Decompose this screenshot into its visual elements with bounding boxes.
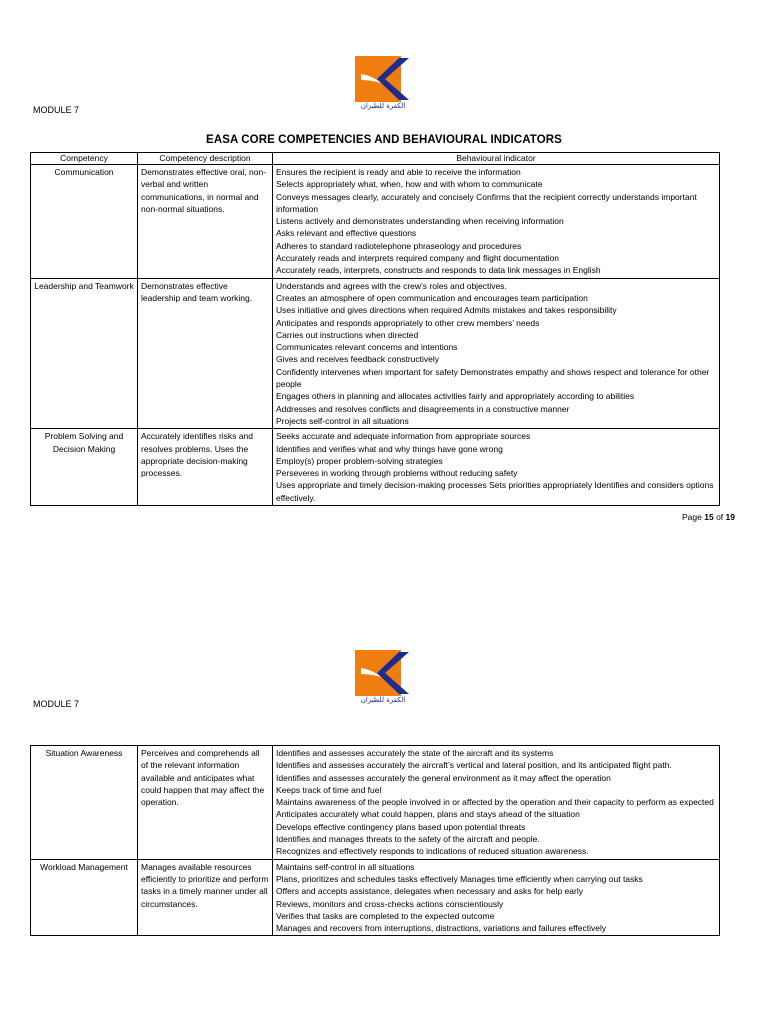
- indicator-line: Selects appropriately what, when, how and with whom to communicate: [276, 179, 543, 190]
- table-row: [31, 278, 720, 429]
- indicator-line: Keeps track of time and fuel: [276, 784, 382, 795]
- competency-name: Communication: [31, 165, 138, 279]
- page-total: 19: [725, 512, 735, 522]
- company-logo: [355, 56, 411, 118]
- indicator-line: Identifies and assesses accurately the state of the aircraft and its systems: [276, 748, 554, 758]
- header-indicator: Behavioural indicator: [273, 153, 720, 165]
- indicator-line: Projects self-control in all situations: [276, 415, 409, 426]
- indicator-line: Adheres to standard radiotelephone phraseology and procedures: [276, 240, 522, 251]
- indicator-line: Identifies and manages threats to the safety of the aircraft and people.: [276, 834, 540, 845]
- indicator-line: Offers and accepts assistance, delegates when necessary and asks for help early: [276, 886, 583, 897]
- indicator-line: Verifies that tasks are completed to the expected outcome: [276, 910, 495, 921]
- indicator-line: Asks relevant and effective questions: [276, 228, 417, 239]
- logo-mark-icon: [355, 650, 411, 696]
- indicator-line: Understands and agrees with the crew’s roles and objectives.: [276, 280, 507, 291]
- indicator-line: Manages and recovers from interruptions, distractions, variations and failures effectively: [276, 923, 607, 934]
- company-logo: [355, 650, 411, 712]
- table-row: [31, 746, 720, 860]
- competency-table: [30, 152, 720, 506]
- module-label: MODULE 7: [33, 105, 80, 115]
- header-description: Competency description: [138, 153, 273, 165]
- competency-description: Demonstrates effective oral, non-verbal and written communications, in normal and non-normal situations.: [138, 165, 273, 279]
- indicator-line: Maintains awareness of the people involved in or affected by the operation and their capacity to perform as expected: [276, 797, 714, 808]
- table-row: [31, 165, 720, 279]
- logo-mark-icon: [355, 56, 411, 102]
- competency-description: Accurately identifies risks and resolves problems. Uses the appropriate decision-making processes.: [138, 429, 273, 506]
- competency-name: Workload Management: [31, 859, 138, 936]
- competency-name: Problem Solving and Decision Making: [31, 429, 138, 506]
- indicator-line: Plans, prioritizes and schedules tasks effectively Manages time efficiently when carrying out tasks: [276, 873, 643, 884]
- header-competency: Competency: [31, 153, 138, 165]
- indicator-line: Engages others in planning and allocates activities fairly and appropriately according to abilities: [276, 391, 635, 402]
- indicator-line: Identifies and assesses accurately the general environment as it may affect the operation: [276, 772, 611, 783]
- indicator-line: Anticipates and responds appropriately to other crew members’ needs: [276, 317, 540, 328]
- behavioural-indicators: [273, 859, 720, 936]
- page-number: [682, 512, 735, 522]
- indicator-line: Seeks accurate and adequate information from appropriate sources: [276, 431, 531, 442]
- indicator-line: Identifies and verifies what and why things have gone wrong: [276, 443, 503, 454]
- module-label: MODULE 7: [33, 699, 80, 709]
- indicator-line: Maintains self-control in all situations: [276, 861, 415, 872]
- indicator-line: Communicates relevant concerns and intentions: [276, 342, 458, 353]
- indicator-line: Uses appropriate and timely decision-making processes Sets priorities appropriately Identifies and considers options effectively.: [276, 480, 714, 503]
- indicator-line: Listens actively and demonstrates understanding when receiving information: [276, 216, 564, 227]
- page-current: 15: [704, 512, 714, 522]
- logo-text: الكفرة للطيران: [360, 102, 406, 110]
- page-label: Page: [681, 512, 702, 522]
- table-row: [31, 429, 720, 506]
- competency-description: Manages available resources efficiently to prioritize and perform tasks in a timely manner under all circumstances.: [138, 859, 273, 936]
- behavioural-indicators: [273, 746, 720, 860]
- indicator-line: Anticipates accurately what could happen, plans and stays ahead of the situation: [276, 809, 580, 820]
- indicator-line: Gives and receives feedback constructively: [276, 354, 439, 365]
- indicator-line: Ensures the recipient is ready and able to receive the information: [276, 167, 521, 177]
- competency-name: Situation Awareness: [31, 746, 138, 860]
- table-header-row: [31, 153, 720, 165]
- indicator-line: Conveys messages clearly, accurately and concisely Confirms that the recipient correctly understands important information: [276, 191, 697, 214]
- indicator-line: Employ(s) proper problem-solving strategies: [276, 455, 443, 466]
- page-title: EASA CORE COMPETENCIES AND BEHAVIOURAL INDICATORS: [206, 134, 562, 146]
- logo-text: الكفرة للطيران: [360, 696, 406, 704]
- indicator-line: Accurately reads, interprets, constructs and responds to data link messages in English: [276, 265, 601, 276]
- indicator-line: Creates an atmosphere of open communication and encourages team participation: [276, 292, 588, 303]
- indicator-line: Perseveres in working through problems without reducing safety: [276, 468, 518, 479]
- behavioural-indicators: [273, 278, 720, 429]
- competency-name: Leadership and Teamwork: [31, 278, 138, 429]
- behavioural-indicators: [273, 429, 720, 506]
- indicator-line: Uses initiative and gives directions when required Admits mistakes and takes responsibility: [276, 305, 617, 316]
- indicator-line: Accurately reads and interprets required company and flight documentation: [276, 253, 560, 264]
- indicator-line: Confidently intervenes when important for safety Demonstrates empathy and shows respect and tolerance for other people: [276, 366, 710, 390]
- indicator-line: Recognizes and effectively responds to indications of reduced situation awareness.: [276, 846, 589, 857]
- indicator-line: Identifies and assesses accurately the aircraft’s vertical and lateral position, and its anticipated flight path.: [276, 760, 672, 771]
- table-row: [31, 859, 720, 936]
- indicator-line: Develops effective contingency plans based upon potential threats: [276, 821, 526, 832]
- competency-description: Demonstrates effective leadership and team working.: [138, 278, 273, 429]
- competency-description: Perceives and comprehends all of the relevant information available and anticipates what could happen that may affect the operation.: [138, 746, 273, 860]
- indicator-line: Reviews, monitors and cross-checks actions conscientiously: [276, 898, 504, 909]
- indicator-line: Addresses and resolves conflicts and disagreements in a constructive manner: [276, 403, 570, 414]
- page-of: of: [716, 512, 724, 522]
- indicator-line: Carries out instructions when directed: [276, 329, 419, 340]
- competency-table: [30, 745, 720, 936]
- behavioural-indicators: [273, 165, 720, 279]
